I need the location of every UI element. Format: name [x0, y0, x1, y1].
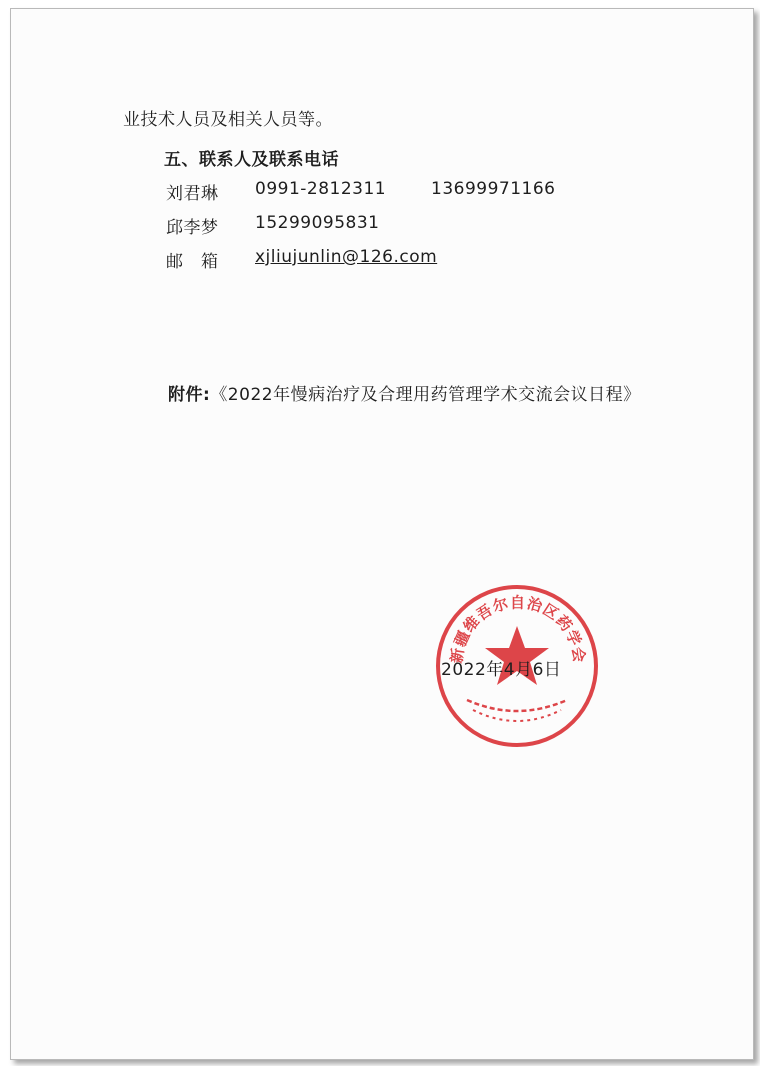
contact-phone: 15299095831 [255, 213, 380, 233]
attachment-line [168, 380, 641, 405]
email-label: 邮 箱 [166, 252, 219, 272]
section-heading: 五、联系人及联系电话 [164, 150, 339, 170]
email-link[interactable]: xjliujunlin@126.com [255, 247, 438, 267]
contact-mobile: 13699971166 [431, 179, 556, 199]
continuation-text: 业技术人员及相关人员等。 [123, 110, 333, 130]
contact-name: 刘君琳 [166, 184, 219, 204]
attachment-label: 附件: [168, 385, 211, 405]
signature-date: 2022年4月6日 [441, 660, 562, 680]
document-page [10, 8, 754, 1060]
attachment-title: 《2022年慢病治疗及合理用药管理学术交流会议日程》 [210, 385, 641, 405]
contact-phone: 0991-2812311 [255, 179, 387, 199]
contact-name: 邱李梦 [166, 218, 219, 238]
seal-org-text: 新疆维吾尔自治区药学会 [447, 593, 589, 665]
